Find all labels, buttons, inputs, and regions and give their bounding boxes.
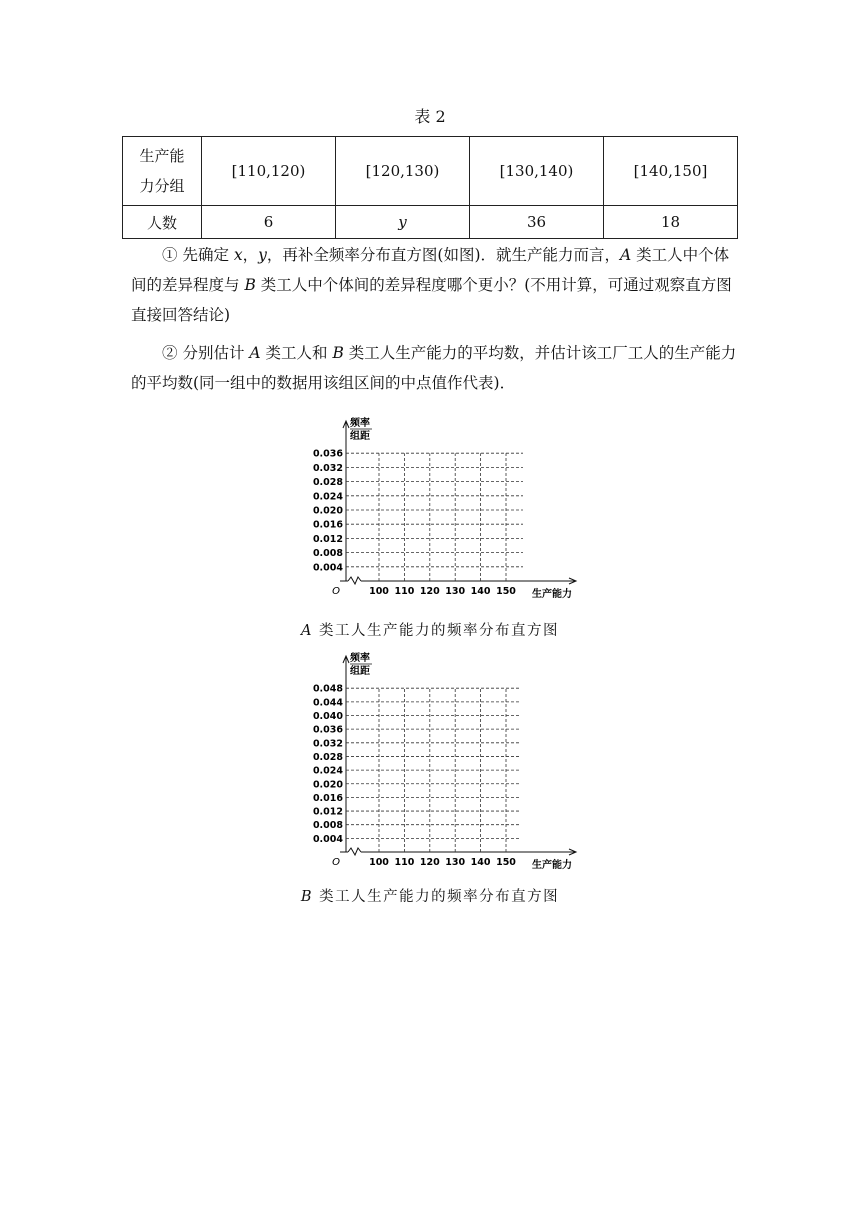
caption-b-letter: B bbox=[300, 889, 314, 905]
x-axis-break bbox=[348, 577, 361, 584]
table-count-row bbox=[123, 206, 738, 239]
q1-text-6: 类工人中个体间的差异程度与 bbox=[131, 246, 730, 294]
count-cell-4: 18 bbox=[604, 206, 738, 239]
count-label-cell: 人数 bbox=[123, 206, 202, 239]
y-tick-label: 0.028 bbox=[312, 751, 343, 763]
x-axis-break bbox=[348, 848, 361, 855]
y-tick-label: 0.024 bbox=[312, 765, 343, 777]
q1-text-8: 类工人中个体间的差异程度哪个更小？(不用计算，可通过观察直方图直接回答结论) bbox=[131, 276, 732, 324]
y-tick-label: 0.036 bbox=[312, 448, 343, 460]
y-tick-label: 0.048 bbox=[312, 683, 343, 695]
y-label-numerator: 频率 bbox=[350, 418, 370, 429]
q1-text-4: ，再补全频率分布直方图(如图)．就生产能力而言， bbox=[266, 246, 621, 264]
y-label-numerator: 频率 bbox=[350, 653, 370, 664]
x-tick-label: 110 bbox=[394, 857, 415, 868]
histogram-b bbox=[300, 650, 590, 872]
y-tick-label: 0.016 bbox=[312, 519, 343, 531]
origin-label: O bbox=[332, 586, 340, 597]
count-cell-1: 6 bbox=[202, 206, 336, 239]
question-2 bbox=[131, 338, 741, 398]
x-tick-label: 140 bbox=[470, 857, 491, 868]
caption-a-text: 类工人生产能力的频率分布直方图 bbox=[319, 623, 560, 639]
q1-text-2: ， bbox=[242, 246, 259, 264]
q2-var-b: B bbox=[332, 344, 344, 362]
histogram-b-caption bbox=[0, 885, 860, 906]
q2-text-4: 类工人生产能力的平均数，并估计该工厂工人的生产能力的平均数(同一组中的数据用该组区间的中点值作代表)． bbox=[131, 344, 737, 392]
q1-var-x: x bbox=[233, 246, 243, 264]
question-1 bbox=[131, 240, 741, 330]
x-tick-label: 110 bbox=[394, 586, 415, 597]
caption-b-text: 类工人生产能力的频率分布直方图 bbox=[319, 889, 560, 905]
x-tick-label: 100 bbox=[369, 857, 389, 868]
count-cell-3: 36 bbox=[470, 206, 604, 239]
x-tick-label: 140 bbox=[470, 586, 491, 597]
y-tick-label: 0.028 bbox=[312, 477, 343, 489]
y-tick-label: 0.016 bbox=[312, 792, 343, 804]
y-label-denominator: 组距 bbox=[350, 666, 370, 677]
group-cell-4: [140,150] bbox=[604, 137, 738, 206]
count-cell-2: y bbox=[336, 206, 470, 239]
group-cell-1: [110,120) bbox=[202, 137, 336, 206]
y-tick-label: 0.036 bbox=[312, 724, 343, 736]
y-tick-label: 0.024 bbox=[312, 491, 343, 503]
y-tick-label: 0.012 bbox=[312, 533, 343, 545]
x-tick-label: 130 bbox=[445, 857, 466, 868]
x-tick-label: 150 bbox=[496, 586, 516, 597]
y-tick-label: 0.032 bbox=[312, 462, 343, 474]
q2-var-a: A bbox=[249, 344, 261, 362]
q1-var-b: B bbox=[244, 276, 256, 294]
y-tick-label: 0.012 bbox=[312, 806, 343, 818]
x-tick-label: 150 bbox=[496, 857, 516, 868]
group-cell-3: [130,140) bbox=[470, 137, 604, 206]
y-tick-label: 0.004 bbox=[312, 562, 343, 574]
x-tick-label: 130 bbox=[445, 586, 466, 597]
histogram-a-caption bbox=[0, 619, 860, 640]
header-label-line-1: 生产能 bbox=[139, 147, 185, 165]
y-tick-label: 0.040 bbox=[312, 711, 343, 722]
q2-text-0: 分别估计 bbox=[182, 344, 250, 362]
origin-label: O bbox=[332, 857, 340, 868]
x-tick-label: 120 bbox=[419, 586, 440, 597]
caption-a-letter: A bbox=[300, 623, 313, 639]
y-tick-label: 0.044 bbox=[312, 697, 343, 709]
y-tick-label: 0.008 bbox=[312, 548, 343, 560]
x-tick-label: 100 bbox=[369, 586, 389, 597]
y-tick-label: 0.008 bbox=[312, 820, 343, 832]
y-tick-label: 0.032 bbox=[312, 738, 343, 750]
y-tick-label: 0.004 bbox=[312, 833, 343, 845]
header-label-cell bbox=[123, 137, 202, 206]
x-tick-label: 120 bbox=[419, 857, 440, 868]
q1-text-0: 先确定 bbox=[182, 246, 234, 264]
header-label-line-2: 力分组 bbox=[139, 177, 185, 195]
question-1-marker: ① bbox=[162, 246, 178, 264]
table-header-row bbox=[123, 137, 738, 206]
q1-var-y: y bbox=[258, 246, 267, 264]
data-table bbox=[122, 136, 738, 239]
y-tick-label: 0.020 bbox=[312, 505, 343, 517]
question-2-marker: ② bbox=[162, 344, 178, 362]
q1-var-a: A bbox=[620, 246, 632, 264]
histogram-a bbox=[300, 415, 590, 605]
table-caption: 表 2 bbox=[414, 107, 446, 126]
q2-text-2: 类工人和 bbox=[260, 344, 333, 362]
x-axis-label: 生产能力 bbox=[532, 589, 572, 600]
x-axis-label: 生产能力 bbox=[532, 860, 572, 871]
y-tick-label: 0.020 bbox=[312, 779, 343, 791]
y-label-denominator: 组距 bbox=[350, 431, 370, 442]
group-cell-2: [120,130) bbox=[336, 137, 470, 206]
